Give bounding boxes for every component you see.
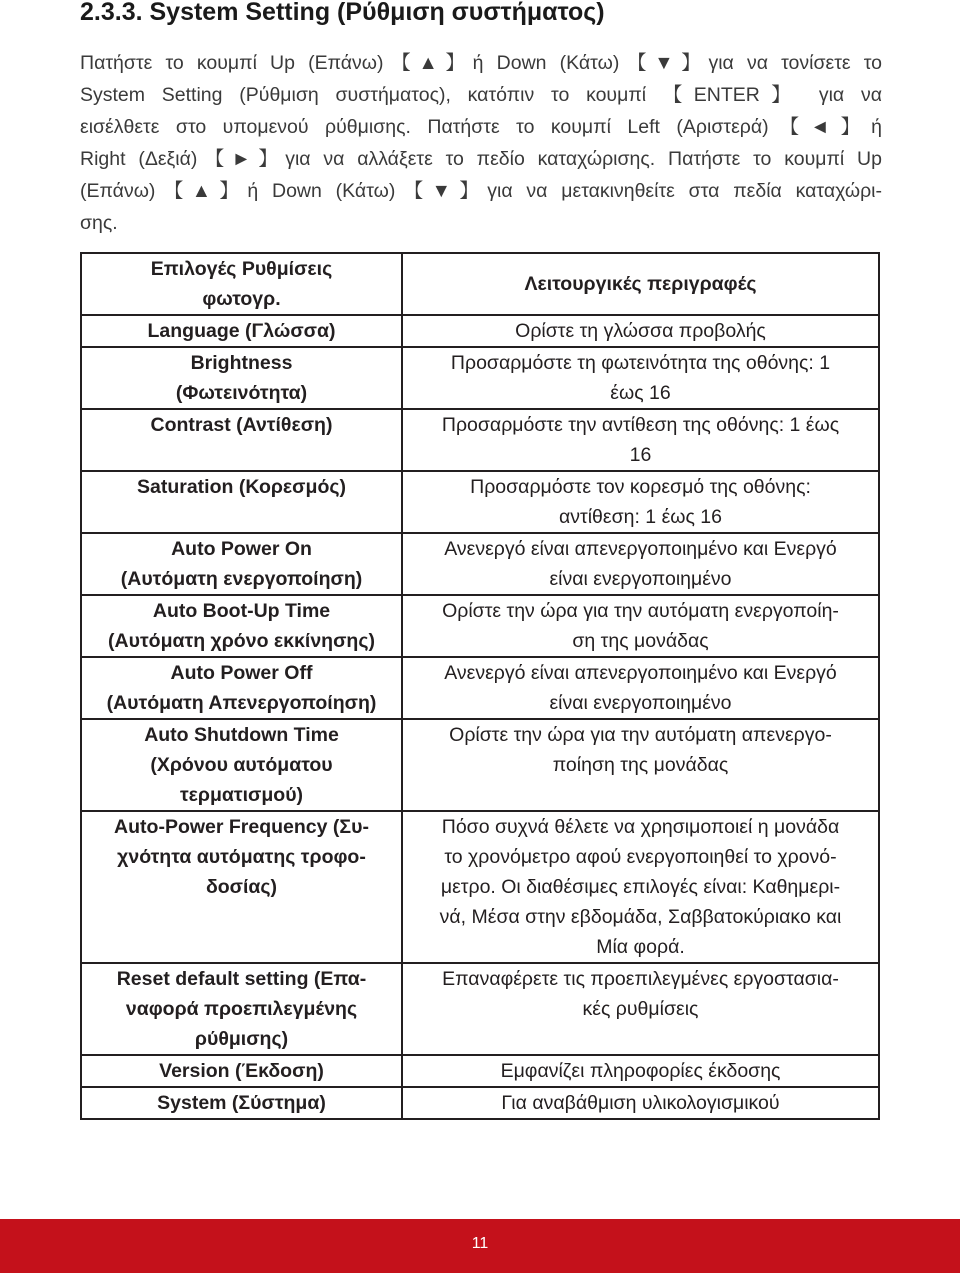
setting-description: Προσαρμόστε τον κορεσμό της οθόνης: bbox=[470, 476, 811, 498]
intro-line: (Επάνω)【▲】ή Down (Κάτω)【▼】για να μετακινηθείτε στα πεδία καταχώρι- bbox=[80, 180, 882, 202]
setting-name: Saturation (Κορεσμός) bbox=[136, 476, 346, 498]
setting-name: Language (Γλώσσα) bbox=[147, 320, 336, 342]
setting-description-cell bbox=[402, 811, 879, 963]
setting-name: (Αυτόματη ενεργοποίηση) bbox=[120, 568, 363, 590]
setting-description: Ανενεργό είναι απενεργοποιημένο και Ενεργό bbox=[444, 662, 837, 684]
setting-description: Προσαρμόστε τη φωτεινότητα της οθόνης: 1 bbox=[450, 352, 831, 374]
setting-description: ποίηση της μονάδας bbox=[552, 754, 729, 776]
intro-paragraph bbox=[80, 47, 882, 239]
setting-name: ναφορά προεπιλεγμένης bbox=[125, 998, 358, 1020]
table-row bbox=[81, 533, 879, 595]
setting-name: (Αυτόματη Απενεργοποίηση) bbox=[106, 692, 377, 714]
table-row bbox=[81, 963, 879, 1055]
setting-description: το χρονόμετρο αφού ενεργοποιηθεί το χρονό- bbox=[444, 846, 837, 868]
table-row bbox=[81, 719, 879, 811]
setting-description: Μία φορά. bbox=[596, 936, 685, 958]
setting-description-cell bbox=[402, 409, 879, 471]
setting-name: Auto Boot-Up Time bbox=[152, 600, 331, 622]
table-row bbox=[81, 657, 879, 719]
setting-description-cell bbox=[402, 1055, 879, 1087]
setting-description: Για αναβάθμιση υλικολογισμικού bbox=[501, 1092, 780, 1114]
setting-description-cell bbox=[402, 963, 879, 1055]
setting-name: χνότητα αυτόματης τροφο- bbox=[117, 846, 366, 868]
setting-name-cell bbox=[81, 1055, 402, 1087]
intro-line: σης. bbox=[80, 212, 118, 234]
setting-name: (Φωτεινότητα) bbox=[175, 382, 308, 404]
setting-description-cell bbox=[402, 657, 879, 719]
setting-description-cell bbox=[402, 1087, 879, 1119]
setting-description: αντίθεση: 1 έως 16 bbox=[559, 506, 722, 528]
setting-description: Ορίστε τη γλώσσα προβολής bbox=[515, 320, 766, 342]
setting-name-cell bbox=[81, 1087, 402, 1119]
setting-description: Πόσο συχνά θέλετε να χρησιμοποιεί η μονάδα bbox=[441, 816, 840, 838]
setting-description: μετρο. Οι διαθέσιμες επιλογές είναι: Καθημερι- bbox=[440, 876, 841, 898]
intro-line: Right (Δεξιά)【►】για να αλλάξετε το πεδίο καταχώρισης. Πατήστε το κουμπί Up bbox=[80, 148, 882, 170]
column-header-description: Λειτουργικές περιγραφές bbox=[402, 253, 879, 315]
setting-name: Auto-Power Frequency (Συ- bbox=[114, 816, 369, 838]
setting-description: νά, Μέσα στην εβδομάδα, Σαββατοκύριακο και bbox=[439, 906, 842, 928]
setting-description-cell bbox=[402, 315, 879, 347]
column-header-settings bbox=[81, 253, 402, 315]
setting-description: 16 bbox=[629, 444, 652, 466]
setting-name: Auto Power Off bbox=[170, 662, 313, 684]
setting-name-cell bbox=[81, 595, 402, 657]
table-row bbox=[81, 811, 879, 963]
setting-name-cell bbox=[81, 409, 402, 471]
section-heading: 2.3.3. System Setting (Ρύθμιση συστήματος) bbox=[80, 0, 605, 26]
setting-name-cell bbox=[81, 657, 402, 719]
setting-description-cell bbox=[402, 533, 879, 595]
setting-description: Ορίστε την ώρα για την αυτόματη ενεργοποίη- bbox=[442, 600, 839, 622]
setting-name-cell bbox=[81, 315, 402, 347]
intro-line: Πατήστε το κουμπί Up (Επάνω)【▲】ή Down (Κάτω)【▼】για να τονίσετε το bbox=[80, 52, 882, 74]
setting-name: ρύθμισης) bbox=[194, 1028, 289, 1050]
setting-name: (Χρόνου αυτόματου bbox=[150, 754, 333, 776]
setting-description-cell bbox=[402, 347, 879, 409]
setting-description: Εμφανίζει πληροφορίες έκδοσης bbox=[500, 1060, 781, 1082]
table-row bbox=[81, 409, 879, 471]
setting-name: Brightness bbox=[190, 352, 293, 374]
setting-description-cell bbox=[402, 471, 879, 533]
setting-description: είναι ενεργοποιημένο bbox=[549, 692, 732, 714]
page-number: 11 bbox=[471, 1235, 489, 1252]
table-row bbox=[81, 471, 879, 533]
setting-name: Contrast (Αντίθεση) bbox=[150, 414, 333, 436]
intro-line: System Setting (Ρύθμιση συστήματος), κατόπιν το κουμπί 【ENTER】 για να bbox=[80, 84, 882, 106]
table-row bbox=[81, 1087, 879, 1119]
setting-description: έως 16 bbox=[610, 382, 671, 404]
table-row bbox=[81, 315, 879, 347]
setting-name: Reset default setting (Επα- bbox=[116, 968, 367, 990]
setting-description-cell bbox=[402, 595, 879, 657]
setting-name-cell bbox=[81, 719, 402, 811]
table-row bbox=[81, 1055, 879, 1087]
setting-name-cell bbox=[81, 963, 402, 1055]
setting-name: δοσίας) bbox=[205, 876, 278, 898]
setting-description: ση της μονάδας bbox=[572, 630, 709, 652]
setting-name: τερματισμού) bbox=[179, 784, 304, 806]
setting-name: Version (Έκδοση) bbox=[159, 1060, 324, 1082]
setting-name-cell bbox=[81, 347, 402, 409]
setting-description: Ανενεργό είναι απενεργοποιημένο και Ενεργό bbox=[444, 538, 837, 560]
intro-line: εισέλθετε στο υπομενού ρύθμισης. Πατήστε το κουμπί Left (Αριστερά)【◄】ή bbox=[80, 116, 882, 138]
table-header-row bbox=[81, 253, 879, 315]
setting-description: Επαναφέρετε τις προεπιλεγμένες εργοστασια- bbox=[442, 968, 839, 990]
setting-name: Auto Shutdown Time bbox=[144, 724, 339, 746]
header-line: Επιλογές Ρυθμίσεις bbox=[150, 258, 333, 280]
setting-name: Auto Power On bbox=[171, 538, 312, 560]
setting-name-cell bbox=[81, 533, 402, 595]
table-row bbox=[81, 347, 879, 409]
setting-description: κές ρυθμίσεις bbox=[582, 998, 699, 1020]
header-line: φωτογρ. bbox=[202, 288, 281, 310]
setting-description: είναι ενεργοποιημένο bbox=[549, 568, 732, 590]
setting-name-cell bbox=[81, 811, 402, 963]
settings-table bbox=[80, 252, 880, 1120]
setting-description: Προσαρμόστε την αντίθεση της οθόνης: 1 έως bbox=[441, 414, 840, 436]
setting-name: (Αυτόματη χρόνο εκκίνησης) bbox=[108, 630, 375, 652]
setting-name-cell bbox=[81, 471, 402, 533]
setting-description: Ορίστε την ώρα για την αυτόματη απενεργο- bbox=[449, 724, 832, 746]
setting-description-cell bbox=[402, 719, 879, 811]
table-row bbox=[81, 595, 879, 657]
setting-name: System (Σύστημα) bbox=[157, 1092, 326, 1114]
